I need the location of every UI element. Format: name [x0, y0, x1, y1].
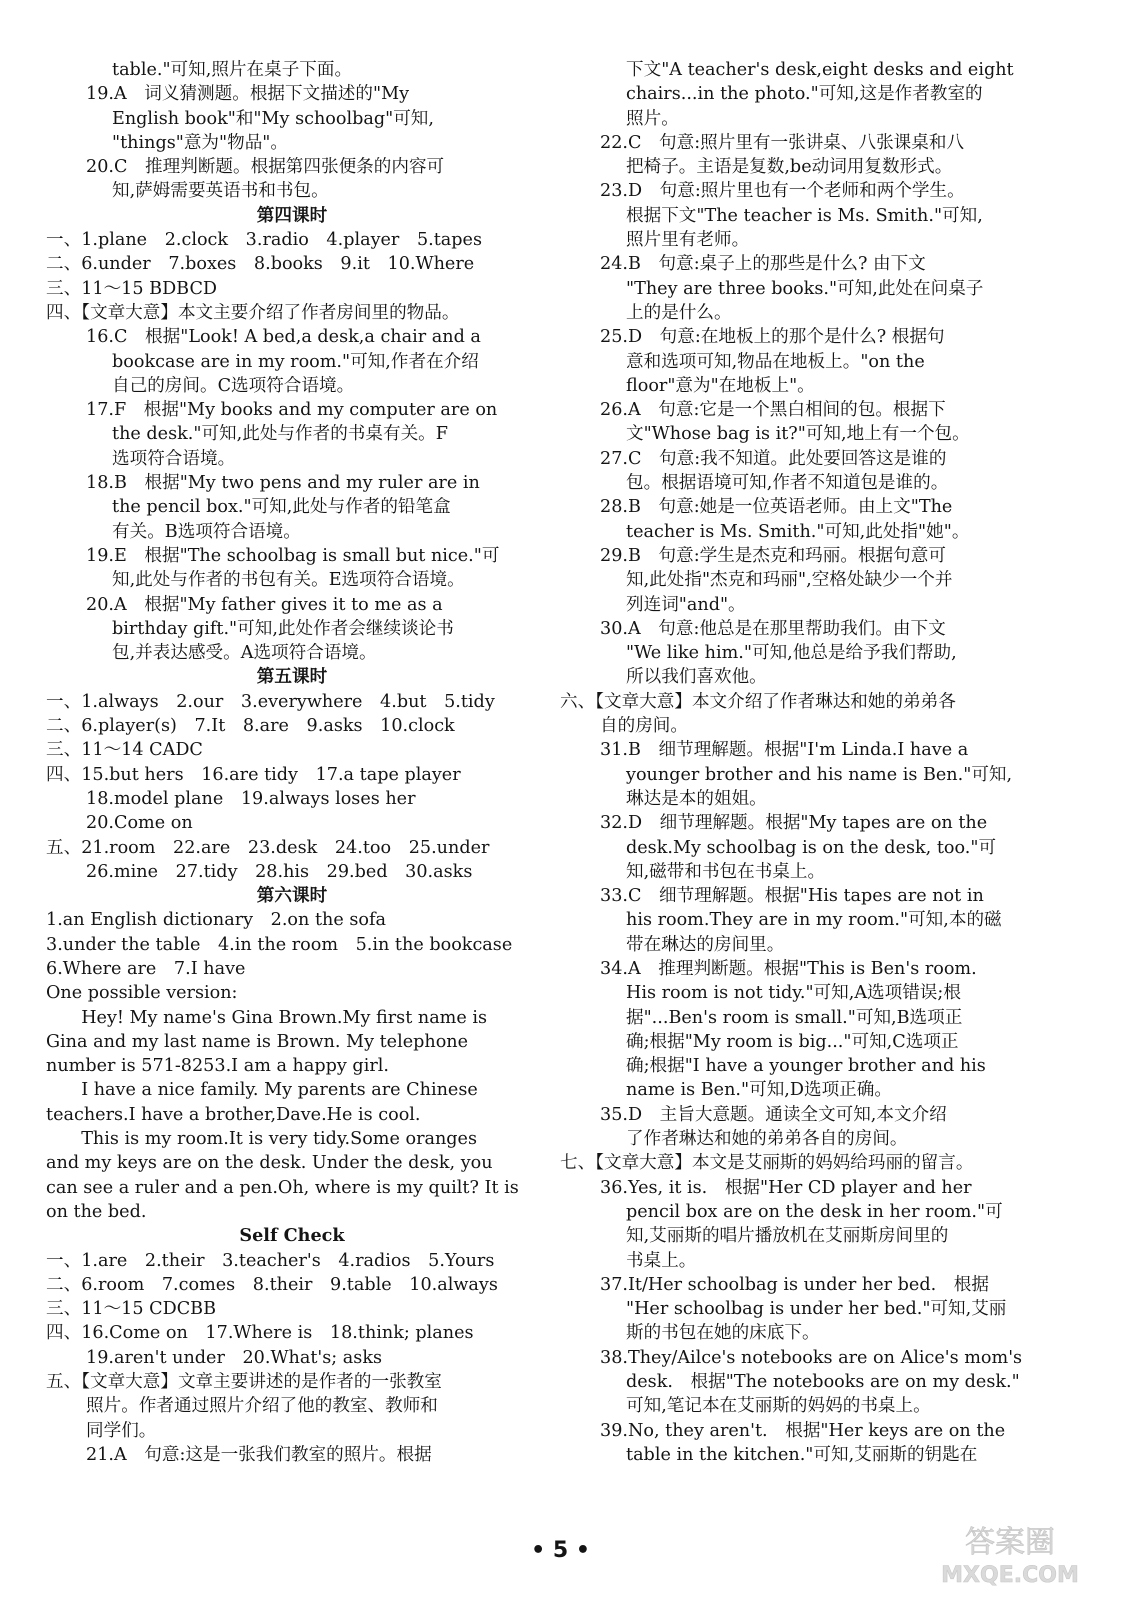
text-line: 二、6.under 7.boxes 8.books 9.it 10.Where [46, 254, 475, 275]
text-line: Gina and my last name is Brown. My telephone [46, 1031, 469, 1052]
text-line: the desk."可知,此处与作者的书桌有关。F [112, 424, 448, 445]
text-line: 上的是什么。 [626, 302, 732, 323]
text-line: 1.an English dictionary 2.on the sofa [46, 910, 386, 931]
text-line: 带在琳达的房间里。 [626, 934, 785, 955]
text-line: 29.B 句意:学生是杰克和玛丽。根据句意可 [600, 545, 946, 566]
text-line: pencil box are on the desk in her room."可 [626, 1201, 1003, 1222]
text-line: 选项符合语境。 [112, 448, 236, 469]
section-heading: 第四课时 [256, 204, 328, 226]
text-line: his room.They are in my room."可知,本的磁 [626, 910, 1002, 931]
text-line: 22.C 句意:照片里有一张讲桌、八张课桌和八 [600, 132, 965, 153]
text-line: on the bed. [46, 1201, 147, 1222]
text-line: 四、15.but hers 16.are tidy 17.a tape player [46, 764, 461, 785]
text-line: English book"和"My schoolbag"可知, [112, 108, 434, 129]
text-line: bookcase are in my room."可知,作者在介绍 [112, 351, 479, 372]
text-line: teachers.I have a brother,Dave.He is cool. [46, 1104, 421, 1125]
text-line: 六、【文章大意】本文介绍了作者琳达和她的弟弟各 [560, 691, 956, 712]
text-line: 照片。 [626, 108, 679, 129]
section-heading: Self Check [239, 1225, 345, 1247]
text-line: 照片里有老师。 [626, 230, 750, 251]
text-line: 38.They/Ailce's notebooks are on Alice's mom's [600, 1347, 1023, 1368]
text-line: 意和选项可知,物品在地板上。"on the [626, 351, 925, 372]
text-line: 五、【文章大意】文章主要讲述的是作者的一张教室 [46, 1372, 442, 1393]
text-line: desk.My schoolbag is on the desk, too."可 [626, 837, 997, 858]
text-line: 知,萨姆需要英语书和书包。 [112, 181, 329, 202]
text-line: 33.C 细节理解题。根据"His tapes are not in [600, 886, 984, 907]
text-line: 20.C 推理判断题。根据第四张便条的内容可 [86, 157, 445, 178]
text-line: 24.B 句意:桌子上的那些是什么? 由下文 [600, 254, 926, 275]
text-line: 可知,笔记本在艾丽斯的妈妈的书桌上。 [626, 1396, 931, 1417]
text-line: can see a ruler and a pen.Oh, where is my quilt? It is [46, 1177, 519, 1198]
text-line: 6.Where are 7.I have [46, 958, 246, 979]
right-column [560, 58, 1047, 1467]
text-line: "Her schoolbag is under her bed."可知,艾丽 [626, 1299, 1007, 1320]
text-line: 下文"A teacher's desk,eight desks and eight [626, 60, 1014, 80]
text-line: One possible version: [46, 983, 238, 1004]
text-line: 三、11～15 CDCBB [46, 1299, 217, 1320]
text-line: 文"Whose bag is it?"可知,地上有一个包。 [626, 424, 970, 445]
text-line: 23.D 句意:照片里也有一个老师和两个学生。 [600, 181, 965, 202]
text-line: 四、16.Come on 17.Where is 18.think; planes [46, 1323, 474, 1344]
text-line: 一、1.always 2.our 3.everywhere 4.but 5.tidy [46, 691, 495, 712]
text-line: 26.mine 27.tidy 28.his 29.bed 30.asks [86, 861, 473, 882]
text-line: 一、1.are 2.their 3.teacher's 4.radios 5.Yours [46, 1250, 495, 1271]
text-line: 37.It/Her schoolbag is under her bed. 根据 [600, 1274, 989, 1295]
text-line: "They are three books."可知,此处在问桌子 [626, 278, 984, 299]
text-line: 书桌上。 [626, 1250, 697, 1271]
text-line: 据"...Ben's room is small."可知,B选项正 [626, 1007, 963, 1028]
text-line: This is my room.It is very tidy.Some oranges [81, 1129, 478, 1150]
text-line: 知,艾丽斯的唱片播放机在艾丽斯房间里的 [626, 1226, 949, 1247]
text-line: 三、11～14 CADC [46, 740, 203, 761]
page-number: • 5 • [531, 1538, 590, 1563]
text-line: "We like him."可知,他总是给予我们帮助, [626, 643, 957, 664]
text-line: number is 571-8253.I am a happy girl. [46, 1056, 389, 1077]
text-line: name is Ben."可知,D选项正确。 [626, 1080, 892, 1101]
text-line: 19.E 根据"The schoolbag is small but nice."可 [86, 545, 500, 566]
text-line: chairs...in the photo."可知,这是作者教室的 [626, 84, 983, 105]
watermark-logo [912, 1518, 1107, 1590]
left-column [46, 58, 538, 1467]
text-line: and my keys are on the desk. Under the desk, you [46, 1153, 493, 1174]
text-line: birthday gift."可知,此处作者会继续谈论书 [112, 618, 454, 639]
text-line: 自的房间。 [600, 716, 688, 737]
text-line: 把椅子。主语是复数,be动词用复数形式。 [626, 157, 953, 178]
text-line: 19.A 词义猜测题。根据下文描述的"My [86, 84, 410, 105]
text-line: 26.A 句意:它是一个黑白相间的包。根据下 [600, 400, 946, 421]
text-line: the pencil box."可知,此处与作者的铅笔盒 [112, 497, 451, 518]
text-line: 四、【文章大意】本文主要介绍了作者房间里的物品。 [46, 302, 460, 323]
text-line: 32.D 细节理解题。根据"My tapes are on the [600, 813, 988, 834]
text-line: 了作者琳达和她的弟弟各自的房间。 [626, 1129, 908, 1150]
text-line: 五、21.room 22.are 23.desk 24.too 25.under [46, 837, 490, 858]
text-line: desk. 根据"The notebooks are on my desk." [626, 1372, 1020, 1393]
text-line: 28.B 句意:她是一位英语老师。由上文"The [600, 497, 953, 518]
watermark-top-text: 答案圈 [965, 1525, 1055, 1560]
text-line: 20.A 根据"My father gives it to me as a [86, 594, 443, 615]
text-line: 知,此处与作者的书包有关。E选项符合语境。 [112, 570, 465, 591]
text-line: 3.under the table 4.in the room 5.in the bookcase [46, 934, 513, 955]
text-line: floor"意为"在地板上"。 [626, 375, 815, 396]
watermark-bottom-text: MXQE.COM [941, 1563, 1079, 1588]
text-line: 35.D 主旨大意题。通读全文可知,本文介绍 [600, 1104, 947, 1125]
text-line: 25.D 句意:在地板上的那个是什么? 根据句 [600, 327, 945, 348]
text-line: 琳达是本的姐姐。 [626, 788, 767, 809]
text-line: 18.model plane 19.always loses her [86, 788, 416, 809]
text-line: "things"意为"物品"。 [112, 132, 288, 153]
text-line: 确;根据"My room is big..."可知,C选项正 [626, 1031, 959, 1052]
text-line: 二、6.room 7.comes 8.their 9.table 10.always [46, 1274, 498, 1295]
text-line: Hey! My name's Gina Brown.My first name is [81, 1007, 488, 1028]
text-line: 21.A 句意:这是一张我们教室的照片。根据 [86, 1444, 432, 1465]
text-line: 三、11～15 BDBCD [46, 278, 218, 299]
text-line: 34.A 推理判断题。根据"This is Ben's room. [600, 958, 977, 979]
text-line: 一、1.plane 2.clock 3.radio 4.player 5.tapes [46, 230, 482, 251]
text-line: 18.B 根据"My two pens and my ruler are in [86, 473, 480, 494]
text-line: 列连词"and"。 [626, 594, 746, 615]
text-line: 知,磁带和书包在书桌上。 [626, 861, 826, 882]
text-line: 根据下文"The teacher is Ms. Smith."可知, [626, 205, 983, 226]
section-heading: 第五课时 [256, 666, 328, 688]
text-line: 39.No, they aren't. 根据"Her keys are on the [600, 1420, 1006, 1441]
text-line: 知,此处指"杰克和玛丽",空格处缺少一个并 [626, 570, 953, 591]
text-line: teacher is Ms. Smith."可知,此处指"她"。 [626, 521, 970, 542]
text-line: 包,并表达感受。A选项符合语境。 [112, 643, 377, 664]
text-line: 17.F 根据"My books and my computer are on [86, 400, 498, 421]
text-line: younger brother and his name is Ben."可知, [626, 764, 1013, 785]
text-line: 自己的房间。C选项符合语境。 [112, 375, 355, 396]
text-line: 19.aren't under 20.What's; asks [86, 1347, 383, 1368]
text-line: 27.C 句意:我不知道。此处要回答这是谁的 [600, 448, 947, 469]
text-line: 20.Come on [86, 813, 193, 834]
text-line: 包。根据语境可知,作者不知道包是谁的。 [626, 473, 949, 494]
text-line: 30.A 句意:他总是在那里帮助我们。由下文 [600, 618, 946, 639]
text-line: 有关。B选项符合语境。 [112, 521, 301, 542]
text-line: 七、【文章大意】本文是艾丽斯的妈妈给玛丽的留言。 [560, 1153, 974, 1174]
text-line: 所以我们喜欢他。 [626, 667, 767, 688]
text-line: 16.C 根据"Look! A bed,a desk,a chair and a [86, 327, 481, 348]
section-heading: 第六课时 [256, 885, 328, 907]
text-line: His room is not tidy."可知,A选项错误;根 [626, 983, 961, 1004]
text-line: 斯的书包在她的床底下。 [626, 1323, 820, 1344]
text-line: 31.B 细节理解题。根据"I'm Linda.I have a [600, 740, 969, 761]
text-line: 36.Yes, it is. 根据"Her CD player and her [600, 1177, 972, 1198]
text-line: 二、6.player(s) 7.It 8.are 9.asks 10.clock [46, 716, 455, 737]
text-line: 同学们。 [86, 1420, 157, 1441]
text-line: 照片。作者通过照片介绍了他的教室、教师和 [86, 1396, 438, 1417]
text-line: 确;根据"I have a younger brother and his [626, 1056, 986, 1077]
text-line: table."可知,照片在桌子下面。 [112, 60, 353, 80]
text-line: table in the kitchen."可知,艾丽斯的钥匙在 [626, 1444, 978, 1465]
text-line: I have a nice family. My parents are Chinese [81, 1080, 478, 1101]
